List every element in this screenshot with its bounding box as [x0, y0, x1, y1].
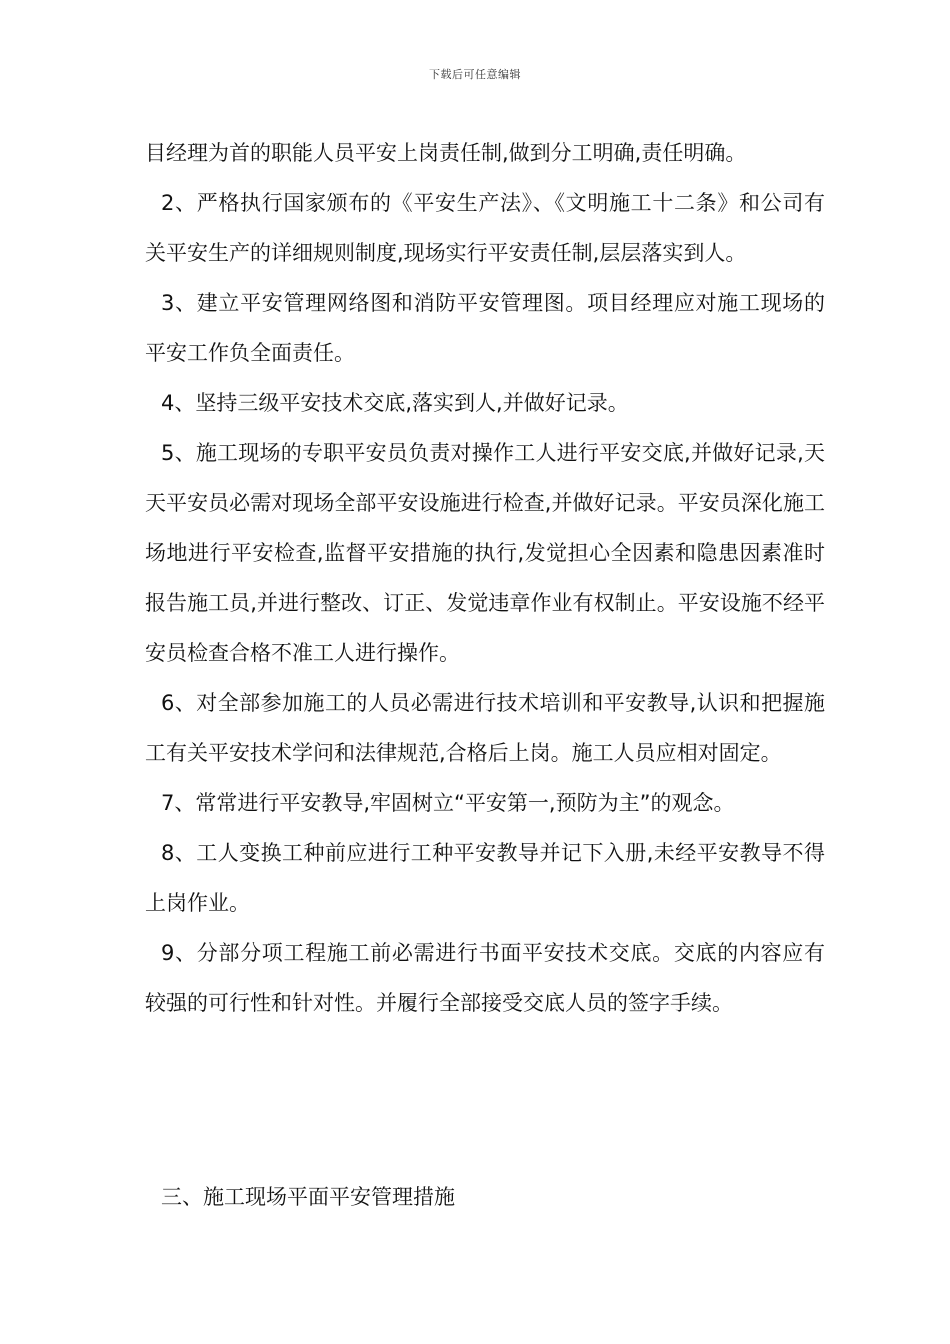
paragraph-4: 5、施工现场的专职平安员负责对操作工人进行平安交底,并做好记录,天天平安员必需对现场全部平安设施进行检查,并做好记录。平安员深化施工场地进行平安检查,监督平安措施的执行,发觉担心全因素和隐患因素准时报告施工员,并进行整改、订正、发觉违章作业有权制止。平安设施不经平安员检查合格不准工人进行操作。	[145, 441, 825, 665]
paragraph-6: 7、常常进行平安教导,牢固树立“平安第一,预防为主”的观念。	[161, 791, 735, 815]
page-header: 下载后可任意编辑	[429, 68, 521, 81]
paragraph-1: 2、严格执行国家颁布的《平安生产法》、《文明施工十二条》和公司有关平安生产的详细规则制度,现场实行平安责任制,层层落实到人。	[145, 191, 825, 265]
body-text	[145, 128, 825, 1028]
paragraph-2: 3、建立平安管理网络图和消防平安管理图。项目经理应对施工现场的平安工作负全面责任。	[145, 291, 825, 365]
paragraph-7: 8、工人变换工种前应进行工种平安教导并记下入册,未经平安教导不得上岗作业。	[145, 841, 825, 915]
paragraph-5: 6、对全部参加施工的人员必需进行技术培训和平安教导,认识和把握施工有关平安技术学问和法律规范,合格后上岗。施工人员应相对固定。	[145, 691, 825, 765]
paragraph-3: 4、坚持三级平安技术交底,落实到人,并做好记录。	[161, 391, 629, 415]
paragraph-0: 目经理为首的职能人员平安上岗责任制,做到分工明确,责任明确。	[145, 141, 747, 165]
section-title: 三、施工现场平面平安管理措施	[161, 1185, 455, 1209]
paragraph-8: 9、分部分项工程施工前必需进行书面平安技术交底。交底的内容应有较强的可行性和针对性。并履行全部接受交底人员的签字手续。	[145, 941, 825, 1015]
